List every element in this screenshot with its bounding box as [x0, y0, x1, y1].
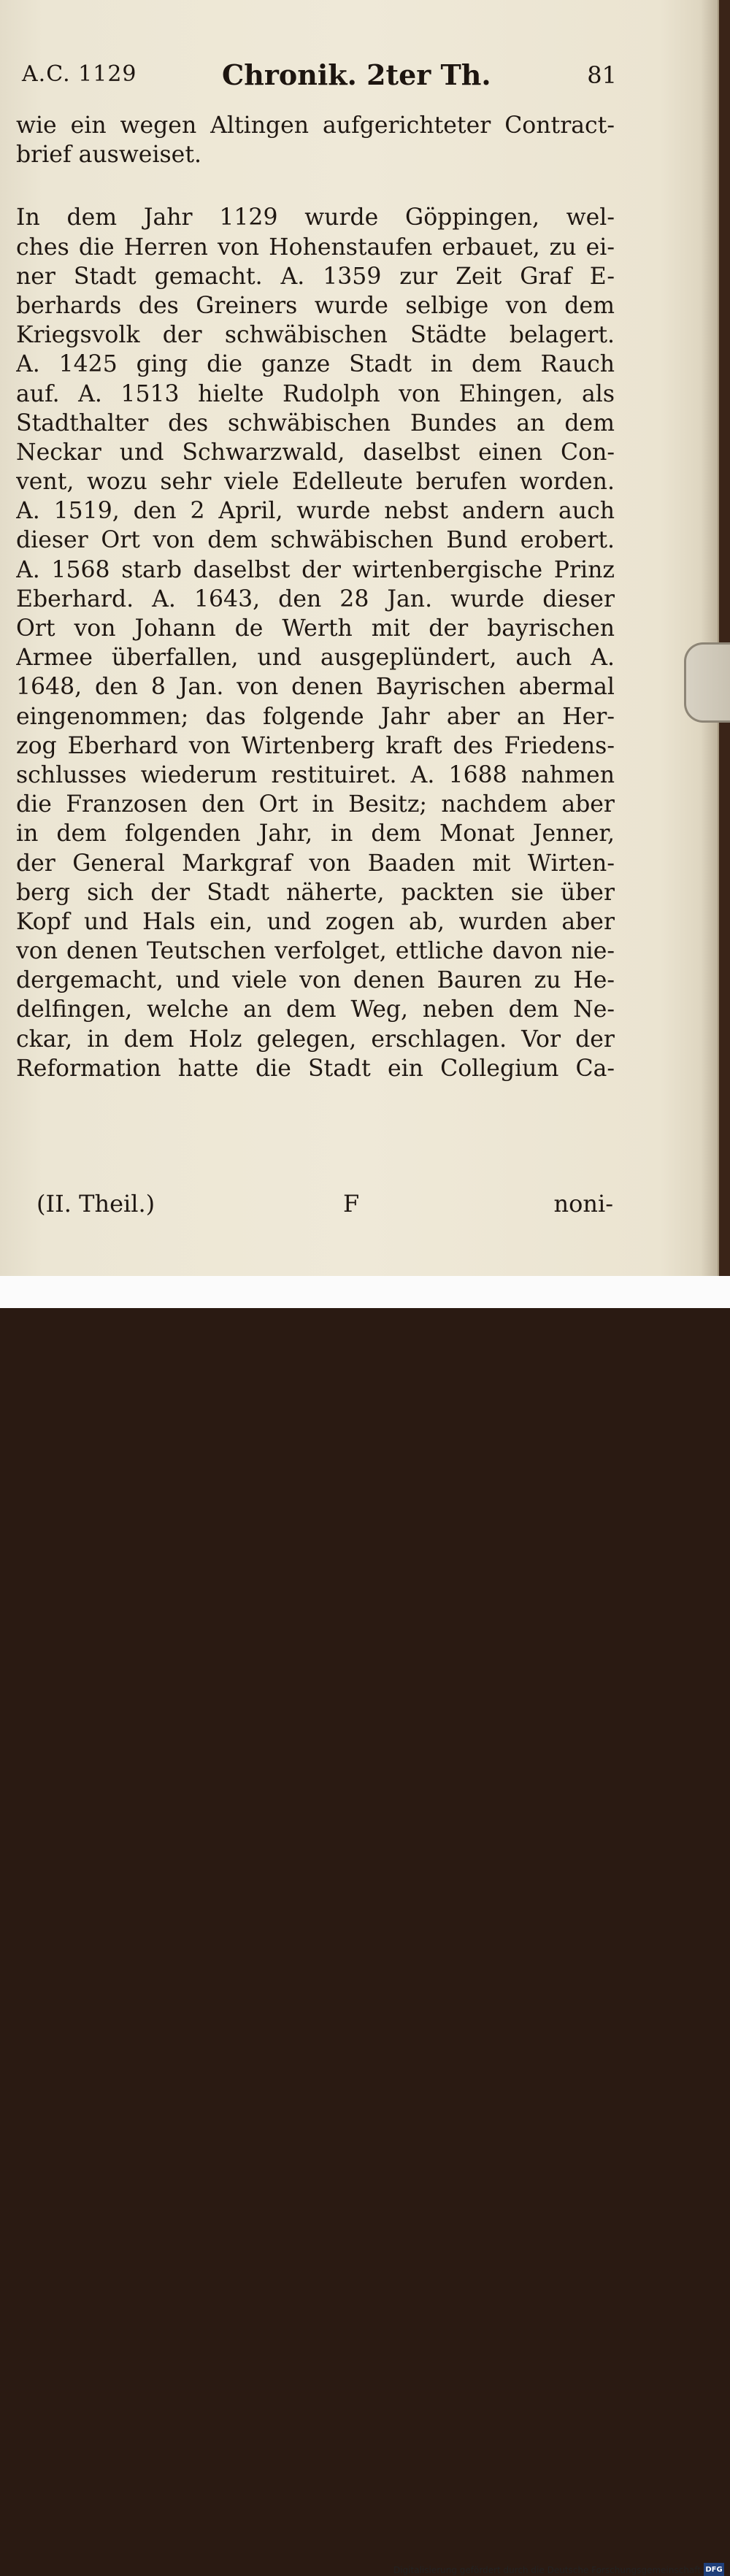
text-line: ches die Herren von Hohenstaufen erbauet, zu ei- [16, 234, 615, 261]
digitization-note: Digitalisierung gefördert durch die Deutsche Forschungsgemeinschaft [393, 2565, 701, 2575]
text-line: brief ausweiset. [16, 142, 201, 169]
text-line: 1648, den 8 Jan. von denen Bayrischen abermal [16, 674, 615, 701]
text-line: delfingen, welche an dem Weg, neben dem Ne- [16, 996, 615, 1023]
text-line: in dem folgenden Jahr, in dem Monat Jenner, [16, 820, 615, 847]
text-line: berg sich der Stadt näherte, packten sie über [16, 879, 615, 906]
text-line: eingenommen; das folgende Jahr aber an Her- [16, 703, 615, 730]
volume-label: (II. Theil.) [36, 1190, 155, 1218]
text-line: der General Markgraf von Baaden mit Wirten- [16, 850, 615, 877]
header-title: Chronik. 2ter Th. [222, 58, 491, 91]
digitization-band [0, 1276, 730, 2575]
paragraph-2 [16, 203, 615, 1083]
text-line: Kopf und Hals ein, und zogen ab, wurden aber [16, 908, 615, 935]
text-line: dergemacht, und viele von denen Bauren zu He- [16, 967, 615, 994]
header-year: A.C. 1129 [22, 61, 137, 87]
page-number: 81 [587, 61, 617, 89]
page-footer [29, 1190, 613, 1226]
text-line: In dem Jahr 1129 wurde Göppingen, wel- [16, 204, 615, 231]
text-line: Neckar und Schwarzwald, daselbst einen Con- [16, 439, 615, 466]
text-line: Armee überfallen, und ausgeplündert, auch A. [16, 645, 615, 672]
text-line: Eberhard. A. 1643, den 28 Jan. wurde dieser [16, 585, 615, 612]
paragraph-gap [16, 169, 615, 203]
text-line: zog Eberhard von Wirtenberg kraft des Friedens- [16, 732, 615, 759]
paragraph-1 [16, 111, 615, 169]
text-line: ner Stadt gemacht. A. 1359 zur Zeit Graf E- [16, 263, 615, 290]
text-line: auf. A. 1513 hielte Rudolph von Ehingen, als [16, 380, 615, 407]
text-line: dieser Ort von dem schwäbischen Bund erobert. [16, 527, 615, 554]
text-line: ckar, in dem Holz gelegen, erschlagen. Vor der [16, 1026, 615, 1053]
text-line: Ort von Johann de Werth mit der bayrischen [16, 615, 615, 642]
text-line: A. 1568 starb daselbst der wirtenbergische Prinz [16, 556, 615, 583]
text-line: A. 1425 ging die ganze Stadt in dem Rauch [16, 351, 615, 378]
page-edge-shadow [701, 0, 719, 1276]
text-line: Kriegsvolk der schwäbischen Städte belagert. [16, 322, 615, 349]
main-text [16, 111, 615, 1083]
text-line: von denen Teutschen verfolget, ettliche davon nie- [16, 938, 615, 965]
text-line: berhards des Greiners wurde selbige von dem [16, 292, 615, 319]
text-line: Reformation hatte die Stadt ein Collegium Ca- [16, 1055, 615, 1082]
text-line: vent, wozu sehr viele Edelleute berufen worden. [16, 469, 615, 496]
dfg-logo-icon: DFG [704, 2563, 724, 2576]
catchword: noni- [553, 1190, 613, 1218]
signature-mark: F [343, 1190, 360, 1218]
text-line: Stadthalter des schwäbischen Bundes an dem [16, 410, 615, 437]
text-line: wie ein wegen Altingen aufgerichteter Contract- [16, 112, 615, 139]
text-line: A. 1519, den 2 April, wurde nebst andern auch [16, 498, 615, 525]
book-clasp [684, 642, 730, 723]
running-header [22, 58, 617, 95]
text-line: die Franzosen den Ort in Besitz; nachdem aber [16, 791, 615, 818]
text-line: schlusses wiederum restituiret. A. 1688 nahmen [16, 761, 615, 788]
book-page [0, 0, 719, 1276]
